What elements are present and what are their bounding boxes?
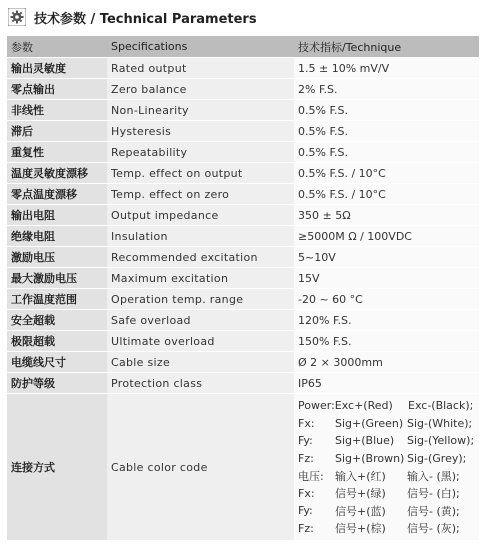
table-row [7,205,479,226]
cable-line-c: 信号- (白); [407,487,460,501]
param-en: Recommended excitation [107,247,294,268]
param-cn: 零点温度漂移 [7,184,107,205]
param-value: 0.5% F.S. [294,100,479,121]
param-cn: 电缆线尺寸 [7,352,107,373]
cable-line-b: 输入+(红) [335,469,386,483]
table-row [7,163,479,184]
cable-line-b: Sig+(Brown) [335,451,405,465]
param-en: Temp. effect on zero [107,184,294,205]
param-cn: 极限超载 [7,331,107,352]
param-value: ≥5000M Ω / 100VDC [294,226,479,247]
param-value: 0.5% F.S. / 10°C [294,163,479,184]
cable-line-a: Fy: [298,434,313,448]
param-cn: 非线性 [7,100,107,121]
table-row [7,352,479,373]
param-en: Hysteresis [107,121,294,142]
param-cn: 工作温度范围 [7,289,107,310]
cable-line-b: 信号+(棕) [335,522,386,536]
table-row [7,184,479,205]
table-row [7,268,479,289]
cable-line-a: Fz: [298,451,314,465]
param-value: IP65 [294,373,479,394]
cable-line-b: Sig+(Green) [335,416,404,430]
cable-line [298,450,475,468]
param-cn: 最大激励电压 [7,268,107,289]
param-en: Operation temp. range [107,289,294,310]
cable-line-c: Sig-(White); [407,416,473,430]
table-row [7,331,479,352]
param-en: Non-Linearity [107,100,294,121]
cable-param-cn: 连接方式 [7,394,107,541]
cable-line [298,397,475,415]
table-row [7,142,479,163]
cable-line-b: Power:Exc+(Red) [298,399,393,413]
param-cn: 安全超载 [7,310,107,331]
param-value: 15V [294,268,479,289]
table-header-row [7,36,479,58]
param-cn: 激励电压 [7,247,107,268]
param-value: 0.5% F.S. [294,121,479,142]
column-header-technique: 技术指标/Technique [294,36,479,58]
param-value: 0.5% F.S. / 10°C [294,184,479,205]
cable-line [298,415,475,433]
cable-line-c: Sig-(Grey); [407,451,467,465]
param-cn: 零点输出 [7,79,107,100]
param-en: Insulation [107,226,294,247]
param-en: Cable size [107,352,294,373]
table-row [7,121,479,142]
param-en: Safe overload [107,310,294,331]
cable-line-c: 信号- (灰); [407,522,460,536]
cable-line-b: 信号+(绿) [335,487,386,501]
section-title: 技术参数 / Technical Parameters [34,11,257,27]
table-row [7,289,479,310]
param-cn: 重复性 [7,142,107,163]
param-value: -20 ~ 60 °C [294,289,479,310]
table-row [7,373,479,394]
cable-line-a: Fz: [298,521,314,535]
cable-line-a: Fx: [298,416,315,430]
param-value: Ø 2 × 3000mm [294,352,479,373]
cable-line-a: Fx: [298,486,315,500]
cable-line [298,502,475,520]
gear-icon [8,8,26,26]
param-en: Rated output [107,58,294,79]
parameters-table [7,36,479,541]
cable-line-c: 信号- (黄); [407,504,460,518]
param-value: 150% F.S. [294,331,479,352]
cable-line [298,520,475,538]
table-row [7,79,479,100]
cable-line [298,432,475,450]
table-row [7,58,479,79]
cable-line-c: Sig-(Yellow); [407,434,475,448]
param-cn: 输出灵敏度 [7,58,107,79]
param-en: Zero balance [107,79,294,100]
param-value: 0.5% F.S. [294,142,479,163]
param-en: Maximum excitation [107,268,294,289]
param-cn: 绝缘电阻 [7,226,107,247]
param-en: Protection class [107,373,294,394]
table-row [7,310,479,331]
table-row [7,226,479,247]
cable-line [298,467,475,485]
cable-line-c: Exc-(Black); [408,399,474,413]
section-header [8,6,257,28]
param-cn: 防护等级 [7,373,107,394]
cable-color-code [294,394,479,541]
table-row [7,100,479,121]
param-value: 5~10V [294,247,479,268]
param-value: 2% F.S. [294,79,479,100]
table-row-cable [7,394,479,541]
param-en: Output impedance [107,205,294,226]
param-value: 1.5 ± 10% mV/V [294,58,479,79]
param-cn: 温度灵敏度漂移 [7,163,107,184]
param-cn: 滞后 [7,121,107,142]
param-en: Repeatability [107,142,294,163]
param-en: Temp. effect on output [107,163,294,184]
cable-line-a: 电压: [298,469,324,483]
column-header-param: 参数 [7,36,107,58]
param-value: 120% F.S. [294,310,479,331]
cable-line-b: Sig+(Blue) [335,434,395,448]
param-cn: 输出电阻 [7,205,107,226]
cable-line-a: Fy: [298,504,313,518]
cable-param-en: Cable color code [107,394,294,541]
column-header-spec: Specifications [107,36,294,58]
param-value: 350 ± 5Ω [294,205,479,226]
param-en: Ultimate overload [107,331,294,352]
cable-line [298,485,475,503]
table-row [7,247,479,268]
cable-line-c: 输入- (黑); [407,469,460,483]
cable-line-b: 信号+(蓝) [335,504,386,518]
